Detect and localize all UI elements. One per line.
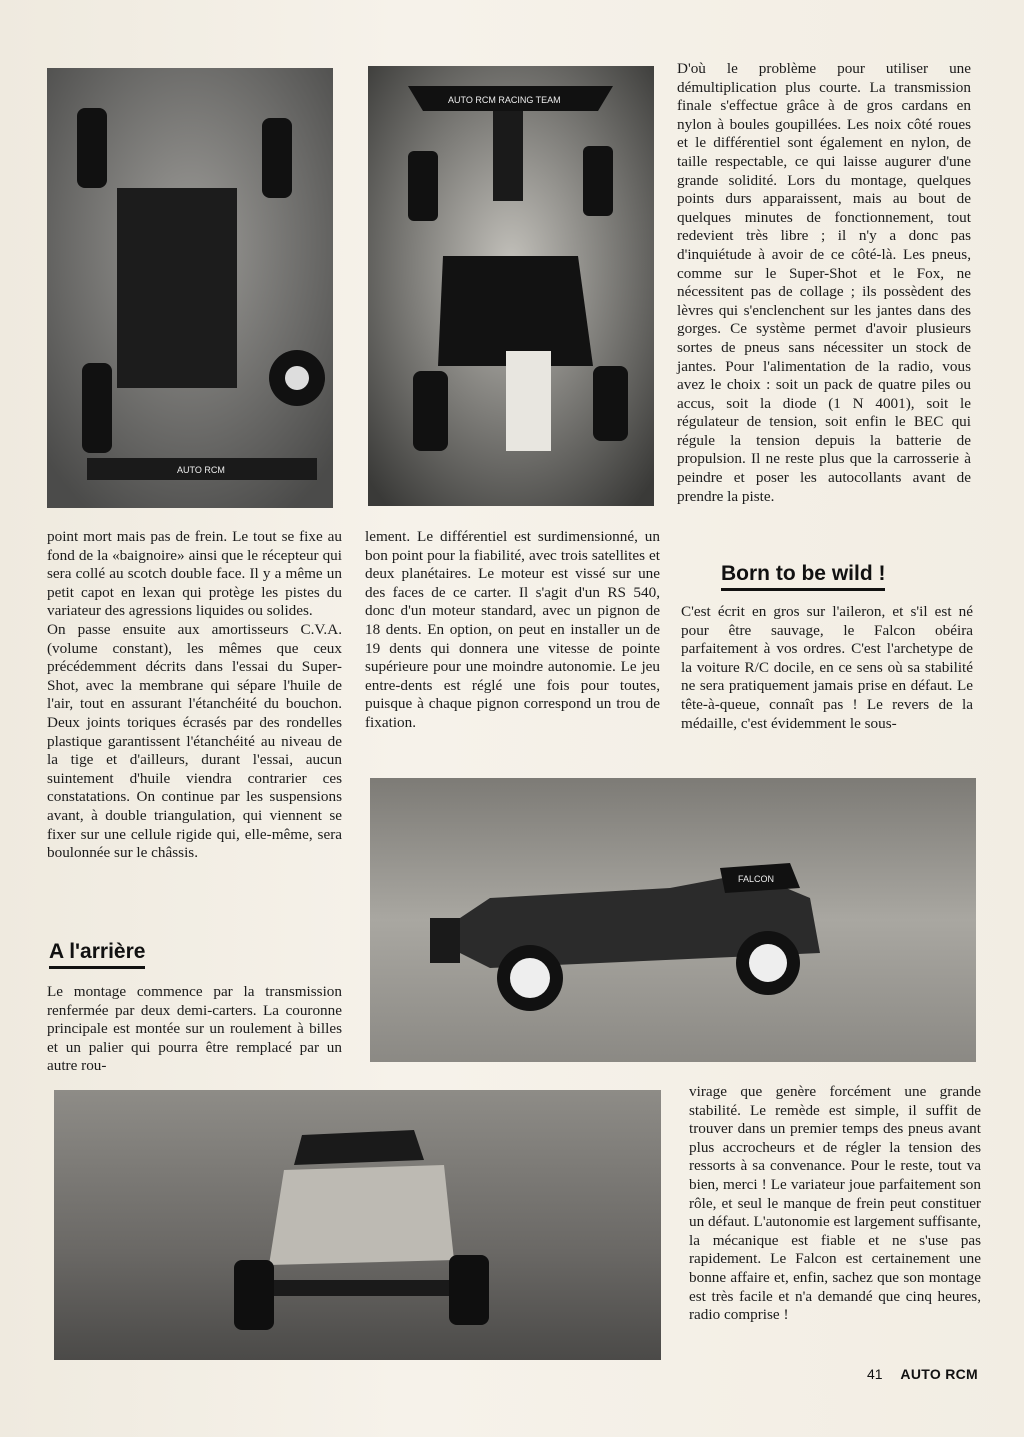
column-right-middle xyxy=(681,603,973,733)
paragraph: On passe ensuite aux amortisseurs C.V.A. (volume constant), les mêmes que ceux précédemment décrits dans l'essai du Super-Shot, avec la membrane qui sépare l'huile de l'air, tout en assurant l'étanchéité du bouchon. Deux joints toriques écrasés par des rondelles plastique garantissent l'étanchéité au niveau de la tige et d'ailleurs, durant l'essai, aucun suintement d'huile viendra contrarier ces constatations. On continue par les suspensions avant, à double triangulation, qui viennent se fixer sur une cellule rigide qui, elle-même, sera boulonnée sur le châssis. xyxy=(47,620,342,862)
chassis-top-photo xyxy=(47,68,333,508)
column-left xyxy=(47,528,342,863)
paragraph: point mort mais pas de frein. Le tout se fixe au fond de la «baignoire» ainsi que le récepteur qui sera collé au scotch double face. Il y a même un petit capot en lexan qui protège les pistes du variateur des agressions liquides ou solides. xyxy=(47,528,342,620)
column-top-right xyxy=(677,60,971,506)
page-number: 41 xyxy=(866,1366,883,1382)
paragraph: Le montage commence par la transmission renfermée par deux demi-carters. La couronne principale est montée sur un roulement à billes et un palier qui pourra être remplacé par un autre rou- xyxy=(47,983,342,1075)
chassis-front-photo xyxy=(368,66,654,506)
paragraph: D'où le problème pour utiliser une démultiplication plus courte. La transmission finale s'effectue grâce à de gros cardans en nylon à boules goupillées. Les noix côté roues et le différentiel sont également en nylon, de taille respectable, ce qui laisse augurer d'une grande solidité. Lors du montage, quelques points durs apparaissent, mais au bout de quelques minutes de fonctionnement, tout redevient très libre ; il n'y a donc pas d'inquiétude à avoir de ce côté-là. Les pneus, comme sur le Super-Shot et le Fox, ne nécessitent pas de collage ; ils possèdent des lèvres qui s'enclenchent sur les jantes dans des gorges. Ce système permet d'avoir plusieurs sortes de pneus sans nécessiter un stock de jantes. Pour l'alimentation de la radio, vous avez le choix : soit un pack de quatre piles ou accus, soit la diode (1 N 4001), soit le régulateur de tension, soit enfin le BEC qui régule la tension depuis la batterie de propulsion. Il ne reste plus que la carrosserie à peindre et poser les autocollants avant de prendre la piste. xyxy=(677,60,971,505)
car-racing-photo xyxy=(370,778,976,1062)
paragraph: virage que genère forcément une grande stabilité. Le remède est simple, il suffit de trouver dans un premier temps des pneus avant plus accrocheurs et de régler la tension des ressorts à sa convenance. Pour le reste, tout va bien, merci ! Le variateur joue parfaitement son rôle, et seul le manque de frein peut constituer un défaut. L'autonomie est largement suffisante, la mécanique est fiable et ne s'use pas rapidement. Le Falcon est certainement une bonne affaire et, enfin, sachez que son montage est très facile et n'a demandé que cinq heures, radio comprise ! xyxy=(689,1083,981,1324)
column-left-bottom xyxy=(47,983,342,1076)
paragraph: C'est écrit en gros sur l'aileron, et s'il est né pour être sauvage, le Falcon obéira parfaitement à vos ordres. C'est l'archetype de la voiture R/C docile, en ce sens où sa stabilité ne sera pratiquement jamais prise en défaut. Le tête-à-queue, connaît pas ! Le revers de la médaille, c'est évidemment le sous- xyxy=(681,603,973,732)
column-bottom-right xyxy=(689,1083,981,1325)
wing-label-left: AUTO RCM xyxy=(177,465,225,475)
heading-a-larriere: A l'arrière xyxy=(49,940,145,969)
car-falcon-label: FALCON xyxy=(738,874,775,884)
page-footer xyxy=(867,1366,978,1382)
column-middle xyxy=(365,528,660,733)
car-front-racing-photo xyxy=(54,1090,661,1360)
wing-label-top: AUTO RCM RACING TEAM xyxy=(448,95,561,105)
heading-born-to-be-wild: Born to be wild ! xyxy=(721,562,885,591)
magazine-name: AUTO RCM xyxy=(900,1366,978,1382)
paragraph: lement. Le différentiel est surdimensionné, un bon point pour la fiabilité, avec trois satellites et deux planétaires. Le moteur est vissé sur une des faces de ce carter. Il s'agit d'un RS 540, donc d'un moteur standard, avec un pignon de 18 dents. En option, on peut en installer un de 19 dents qui donnera une vitesse de pointe supérieure pour une moindre autonomie. Le jeu entre-dents est réglé une fois pour toutes, puisque à chaque pignon correspond un trou de fixation. xyxy=(365,528,660,731)
